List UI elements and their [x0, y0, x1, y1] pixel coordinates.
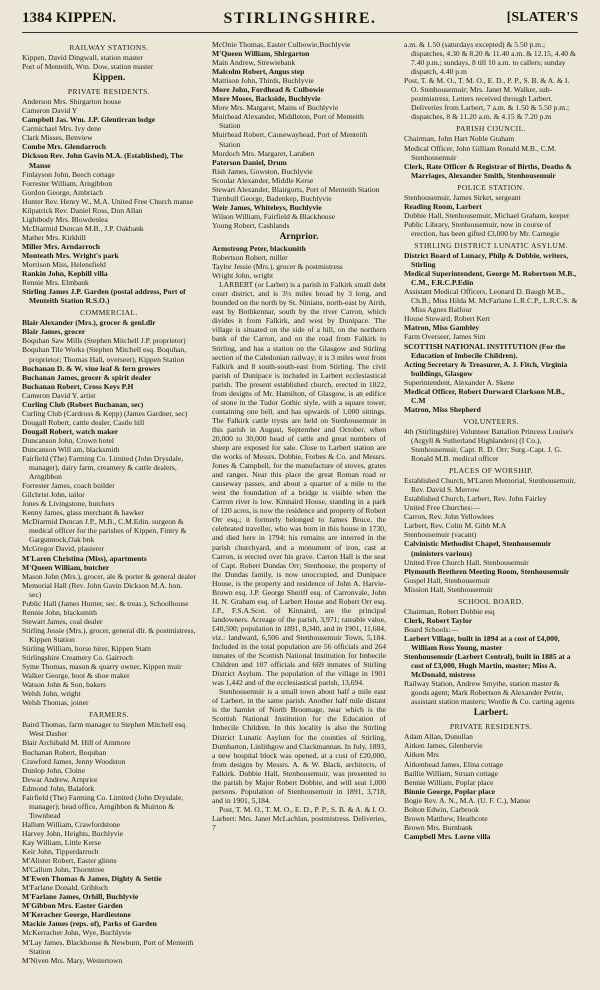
directory-entry: Campbell Mrs. Lorne villa — [404, 831, 491, 841]
directory-entry: Railway Station, Andrew Smythe, station master & goods agent; Mark Robertson & Alexander Petrie, assistant station masters; Wordie & Co. carting agents — [404, 679, 575, 707]
section-heading: SCHOOL BOARD. — [458, 596, 524, 606]
directory-entry: More Mrs. Margaret, Mains of Buchlyvie — [212, 103, 339, 113]
directory-entry: M'Gibbon Mrs. Easter Garden — [22, 901, 123, 911]
directory-entry: Matron, Miss Shepherd — [404, 404, 481, 414]
directory-entry: Plymouth Brethren Meeting Room, Stenhousemuir — [404, 566, 570, 576]
directory-entry: Buchanan D. & W. vine leaf & fern growrs — [22, 363, 161, 373]
place-heading: Kippen. — [92, 73, 126, 84]
description-paragraph: Post, T. M. O., T. M. O., E. D., P. P., S. B. & A. & I. O. Larbert: Mrs. Janet McLachlan, postmistress. Deliveries, 7 — [212, 804, 386, 832]
directory-entry: Carmichael Mrs. Ivy dene — [22, 124, 102, 134]
directory-entry: Mission Hall, Stenhousemuir — [404, 584, 493, 594]
directory-entry: Curling Club (Cardross & Kepp) (James Gardner, sec) — [22, 408, 188, 418]
description-paragraph: Stenhousemuir is a small town about half a mile east of Larbert, in the same parish. Another half mile distant is the hamlet of North Broomage, near which is the Scottish National Institution for the Education of Imbecile Children. In this locality is also the Stirling District Lunatic Asylum for the counties of Stirling, Dumbarton, Linlithgow and Clackmannan. In July, 1893, a new hospital block was opened, at a cost of £20,000, from designs by Messrs. A. & W. Black, architects, of Falkirk. Dobbie Hall, Stenhousemuir, was presented to the parish by Major Robert Dobbie, and will seat 1,000 persons. Population of Stenhousemuir in 1891, 3,718, and in 1901, 5,184. — [212, 687, 386, 805]
directory-entry: Buchanan Robert, Cross Keys P.H — [22, 381, 134, 391]
directory-entry: Public Hall (James Hunter, sec. & treas.), Schoolhouse — [22, 598, 189, 608]
directory-entry: Post, T. & M. O., T. M. O., E. D., P. P., S. B. & A. & I. O. Stenhousemuir; Mrs. Janet M. Walker, sub-postmistress. Letters received through Larbert. Deliveries from Larbert, 7 a.m. & 1.50 & 5.50 p.m.; dispatches, 8 & 11.20 a.m. & 4.15 & 7.20 p.m — [404, 76, 570, 122]
directory-entry: Binnie George, Poplar place — [404, 786, 495, 796]
directory-entry: M'Keracher George, Hardiestone — [22, 910, 131, 920]
directory-entry: Murdoch Mrs. Margaret, Laraben — [212, 148, 315, 158]
directory-entry: Stenhousemuir (vacant) — [404, 530, 477, 540]
directory-entry: Keir John, Tipperdarroch — [22, 847, 99, 857]
directory-entry: Lightbody Mrs. Blowdenlea — [22, 214, 108, 224]
directory-entry: Welsh John, wright — [22, 689, 81, 699]
directory-entry: Hallum William, Crawfordstone — [22, 819, 121, 829]
directory-entry: M'Callum John, Thornttree — [22, 865, 105, 875]
directory-entry: M'Queen William, butcher — [22, 562, 110, 572]
column-1 — [22, 40, 196, 985]
publisher-mark: [SLATER'S — [506, 10, 578, 25]
directory-entry: Clark Misses, Benview — [22, 133, 93, 143]
directory-entry: Blair Alexander (Mrs.), grocer & genl.dlr — [22, 318, 156, 328]
directory-entry: Mason John (Mrs.), grocer, ale & porter & general dealer — [22, 571, 196, 581]
directory-entry: Harvey John, Heights, Buchlyvie — [22, 828, 124, 838]
column-2 — [212, 40, 386, 985]
directory-entry: Memorial Hall (Rev. John Gavin Dickson M.A. hon. sec) — [22, 580, 183, 599]
directory-entry: Stewart Alexander, Blairgorts, Port of Menteith Station — [212, 184, 380, 194]
directory-entry: Dunlop John, Cloine — [22, 765, 86, 775]
section-heading: VOLUNTEERS. — [462, 416, 520, 426]
directory-entry: Fairfield (The) Farming Co. Limited (John Drysdale, manager), dairy farm, creamery & cattle dealers, Arngibbon — [22, 454, 184, 482]
directory-entry: Stewart James, coal dealer — [22, 616, 103, 626]
directory-entry: Adam Allan, Dunullan — [404, 732, 473, 742]
county-title: STIRLINGSHIRE. — [223, 10, 377, 27]
directory-entry: Boquhan Saw Mills (Stephen Mitchell J.P. proprietor) — [22, 336, 186, 346]
directory-entry: Stirling William, horse hirer, Kippen Statn — [22, 644, 151, 653]
directory-entry: Scoular Alexander, Middle Kerse — [212, 175, 314, 185]
directory-entry: Medical Officer, Robert Durward Clarkson M.B., C.M — [404, 386, 565, 405]
directory-entry: Calvinistic Methodist Chapel, Stenhousemuir (ministers various) — [404, 539, 552, 558]
directory-entry: More Moses, Backside, Buchlyvie — [212, 94, 321, 104]
directory-entry: Stirlingshire Creamery Co. Gairroch — [22, 653, 133, 663]
directory-entry: Rish James, Gowston, Buchlyvie — [212, 166, 313, 176]
directory-entry: Assistant Medical Officers, Leonard D. Baugh M.B., Ch.B.; Miss Hilda M. McFarlane L.R.C.P., L.R.C.S. & Miss Agnes Balfour — [404, 287, 578, 315]
directory-entry: Hunter Rev. Henry W., M.A. United Free Church manse — [22, 196, 193, 206]
section-heading: PLACES OF WORSHIP. — [448, 466, 534, 476]
directory-entry: Blair Archibald M. Hill of Arnmore — [22, 738, 131, 748]
directory-entry: Carron, Rev. John Yellowlees — [404, 512, 494, 522]
directory-entry: Medical Officer, John Gilliam Ronald M.B., C.M. Stenhousemuir — [404, 143, 557, 162]
directory-entry: Dickson Rev. John Gavin M.A. (Established), The Manse — [22, 151, 184, 170]
directory-entry: Public Library, Stenhousemuir, now in course of erection, has been gifted £3,000 by Mr. Carnegie — [404, 219, 560, 238]
directory-entry: Established Church, Larbert, Rev. John Fairley — [404, 494, 547, 504]
directory-entry: Stirling Jessie (Mrs.), grocer, general dlr. & postmistress, Kippen Station — [22, 625, 196, 644]
directory-entry: Dewar Andrew, Arnprior — [22, 774, 98, 784]
directory-entry: Wilson William, Fairfield & Blackhouse — [212, 211, 336, 221]
directory-entry: McOnie Thomas, Easter Culbowie,Buchlyvie — [212, 40, 351, 49]
directory-entry: Blair James, grocer — [22, 327, 86, 337]
directory-entry: M'Ewen Thomas & James, Dighty & Settie — [22, 874, 162, 884]
column-3 — [404, 40, 578, 985]
directory-entry: Clerk, Rate Officer & Registrar of Births, Deaths & Marriages, Alexander Smith, Stenhousemuir — [404, 161, 573, 180]
directory-entry: House Steward, Robert Kerr — [404, 314, 491, 324]
directory-entry: McGregor David, plasterer — [22, 544, 105, 554]
directory-entry: Medical Superintendent, George M. Robertson M.B., C.M., F.R.C.P.Edin — [404, 269, 577, 288]
directory-entry: Board Schools:— — [404, 624, 459, 634]
directory-entry: Aitken James, Glenbervie — [404, 741, 483, 751]
directory-entry: Robertson Robert, miller — [212, 253, 288, 263]
directory-entry: Weir James, Whiteleys, Buchlyvie — [212, 202, 322, 212]
directory-entry: Mather Mrs. Kirkhill — [22, 232, 86, 242]
directory-entry: M'Queen William, Shirgarton — [212, 49, 310, 59]
directory-entry: Anderson Mrs. Shirgarton house — [22, 97, 121, 107]
directory-entry: Cameron David Y — [22, 106, 78, 116]
directory-entry: Kay William, Little Kerse — [22, 837, 101, 847]
directory-entry: Duncanson Will am, blacksmith — [22, 444, 120, 454]
directory-entry: Matron, Miss Gambley — [404, 323, 480, 333]
section-heading: COMMERCIAL. — [80, 308, 138, 318]
section-heading: STIRLING DISTRICT LUNATIC ASYLUM. — [414, 240, 568, 250]
directory-entry: Malcolm Robert, Angus step — [212, 67, 305, 77]
directory-entry: Port of Menteith, Wm. Dow, station master — [22, 62, 154, 72]
directory-entry: Dobbie Hall, Stenhousemuir, Michael Graham, keeper — [404, 210, 570, 220]
directory-entry: District Board of Lunacy, Philp & Dobbie, writers, Stirling — [404, 251, 569, 270]
directory-entry: Bogie Rev. A. N., M.A. (U. F. C.), Manse — [404, 795, 531, 805]
directory-entry: Stenhousemuir, James Sirket, sergeant — [404, 192, 521, 202]
directory-entry: Muirhead Robert, Causewayhead, Port of Menteith Station — [212, 130, 368, 149]
directory-entry: Rankin John, Kephill villa — [22, 269, 108, 279]
directory-entry: Miller Mrs. Arndarroch — [22, 241, 100, 251]
directory-entry: Dougall Robert, cattle dealer, Castle hill — [22, 417, 145, 427]
section-heading: PARISH COUNCIL. — [456, 124, 526, 134]
directory-entry: Wright John, wright — [212, 271, 274, 281]
directory-entry: Campbell Jas. Wm. J.P. Glentirran lodge — [22, 115, 156, 125]
directory-entry: Larbert Village, built in 1894 at a cost of £4,000, William Ross Young, master — [404, 633, 560, 652]
section-heading: POLICE STATION. — [457, 182, 525, 192]
directory-entry: Buchanan Robert, Boquhan — [22, 747, 107, 757]
directory-entry: Kenny James, glass merchant & hawker — [22, 508, 144, 518]
section-heading: PRIVATE RESIDENTS. — [67, 87, 151, 97]
directory-entry: Taylor Jessie (Mrs.), grocer & postmistress — [212, 262, 343, 272]
header-rule — [22, 32, 578, 33]
directory-entry: Buchanan James, grocer & spirit dealer — [22, 372, 152, 382]
directory-entry: M'Laren Christina (Miss), apartments — [22, 553, 147, 563]
directory-entry: M'Niven Mrs. Mary, Westertown — [22, 955, 123, 965]
directory-entry: Forrester William, Arngibbon — [22, 178, 113, 188]
directory-entry: Paterson Daniel, Drum — [212, 157, 287, 167]
directory-entry: McDiarmid Duncan J.P., M.B., C.M.Edin. surgeon & medical officer for the parishes of Kippen, Fintry & Gargunnock,Oak bnk — [22, 517, 187, 545]
directory-entry: Bolton Edwin, Carbrook — [404, 804, 479, 814]
directory-entry: Fairfield (The) Farming Co. Limited (John Drysdale, manager); head office, Arngibbon & Muirton & Townhead — [22, 792, 184, 820]
directory-entry: United Free Churches:— — [404, 503, 481, 513]
place-heading: Larbert. — [473, 708, 509, 719]
directory-entry: Jones & Livingstone, butchers — [22, 499, 115, 509]
directory-entry: Monteath Mrs. Wright's park — [22, 250, 119, 260]
directory-entry: Cameron David Y. artist — [22, 390, 96, 400]
directory-entry: United Free Church Hall, Stenhousemuir — [404, 557, 529, 567]
directory-entry: Chairman, Robert Dobbie esq — [404, 606, 495, 616]
directory-entry: Gilchrist John, tailor — [22, 490, 85, 500]
directory-entry: Crawford James, Jenny Woodston — [22, 756, 126, 766]
directory-entry: Walker George, boot & shoe maker — [22, 671, 130, 681]
directory-entry: Brown Mrs. Burnbank — [404, 822, 473, 832]
directory-entry: Kilpatrick Rev. Daniel Ross, Dun Allan — [22, 205, 143, 215]
description-paragraph: LARBERT (or Larbet) is a parish in Falkirk small debt court district, and is 3½ miles broad by 3 long, and bounded on the north by St. Ninians, north-east by Airth, east by Bothkennar, south by the river Carron, which divides it from Falkirk, and west by Dunipace. The village is situated on the side of a hill, on the northern bank of the Carron, and on the road from Falkirk to Stirling, and has a station on the Glasgow and Stirling section of the Caledonian railway; it is 3 miles west from Falkirk and 8 south-south-east from Stirling. The civil parish of Dunipace is included in Larbert ecclesiastical parish. The present established church, erected in 1822, from designs of Mr. Hamilton, of Glasgow, is an edifice of stone in the Tudor Gothic style, with a square tower, containing one bell, and has upwards of 1,000 sittings. The Falkirk cattle trysts are held on Stenhousemuir in this parish in August, September and October, when 20,000 to 30,000 head of cattle and great numbers of sheep are exposed for sale. Close to Larbert station are the works of Messrs. Dobbie, Forbes & Co. and Messrs. Jones & Campbell, for the manufacture of stoves, grates and ranges. Near this place the great Roman road or causeway passes, and about a quarter of a mile to the west the foundation of a bridge is visible when the Carron river is low. Kinnaird House, standing in a park of 120 acres, is now the residence and property of Robert Orr esq.; it formerly belonged to James Bruce, the celebrated traveller, who was born in this house in 1730, and died here in 1794; his remains are interred in the parish churchyard, and a monument of iron, cast at Carron, is erected over his grave. Carron Hall is the seat of Capt. Robert Dundas Orr; Stenhouse, the property of the Dundas family, is now unoccupied, and Dunipace House, is the property and residence of John A. Harvie-Brown esq. J.P. George Sheriff esq. of Carronvale, John H. N. Graham esq. of Larbert House and Robert Orr esq. J.P., F.S.A.Scot. of Kinnaird, are the principal landowners. Acreage of the parish, 3,971; rateable value, £40,500; population in 1891, 8,340, and in 1901, 11,684, viz.: landward, 6,506 and Stenhousemuir Town, 5,184. Included in the total population are 56 officials and 264 inmates of the Scottish National Institution for Imbecile Children and 107 officials and 669 inmates of Stirling District Asylum. The population of the village in 1901 was 1,442 and of the ecclesiastical parish, 13,694. — [212, 280, 386, 688]
directory-entry: M'Alister Robert, Easter glinns — [22, 856, 117, 866]
directory-entry: Young Robert, Cashlands — [212, 220, 290, 230]
directory-entry: M'Lay James, Blackhouse & Newburn, Port of Menteith Station — [22, 937, 194, 956]
directory-entry: Watson John & Son, bakers — [22, 680, 106, 690]
directory-entry: Clerk, Robert Taylor — [404, 615, 473, 625]
directory-entry: Armstrong Peter, blacksmith — [212, 243, 306, 253]
directory-entry: Combe Mrs. Glendarroch — [22, 142, 107, 152]
directory-entry: Stirling James J.P. Garden (postal address, Port of Menteith Station R.S.O.) — [22, 287, 186, 306]
directory-entry: More John, Fordhead & Culbowie — [212, 85, 324, 95]
directory-entry: Edmond John, Balafork — [22, 783, 95, 793]
directory-entry: Reading Room, Larbert — [404, 201, 482, 211]
directory-entry: Syme Thomas, mason & quarry owner, Kippen muir — [22, 662, 182, 672]
directory-entry: Kippen, David Dingwall, station master — [22, 53, 144, 63]
directory-entry: a.m. & 1.50 (saturdays excepted) & 5.50 p.m.; dispatches, 4.30 & 8.20 & 11.40 a.m. & 12.15, 4.40 & 7.40 p.m.; sundays, 8 till 10 a.m. to callers; sunday dispatch, 4.40 p.m — [404, 40, 576, 77]
directory-entry: Aitken Mrs — [404, 750, 439, 760]
directory-entry: Bennie William, Poplar place — [404, 777, 494, 787]
directory-entry: Main Andrew, Strewiebank — [212, 58, 296, 68]
directory-entry: Curling Club (Robert Buchanan, sec) — [22, 399, 144, 409]
directory-entry: Aitkenhead James, Elina cottage — [404, 759, 504, 769]
directory-entry: M'Farlane James, Orhill, Buchlyvie — [22, 892, 139, 902]
directory-entry: Chairman, John Hart Noble Graham — [404, 134, 515, 144]
directory-entry: Dougall Robert, watch maker — [22, 426, 119, 436]
place-heading: Arnprior. — [279, 231, 319, 242]
directory-entry: Turnbull George, Badenkep, Buchlyvie — [212, 193, 332, 203]
directory-entry: Gordon George, Ambriach — [22, 187, 104, 197]
directory-entry: Established Church, M'Laren Memorial, Stenhousemuir, Rev. David S. Merrow — [404, 476, 576, 495]
directory-entry: Forrester James, coach builder — [22, 481, 115, 491]
section-heading: PRIVATE RESIDENTS. — [449, 722, 533, 732]
directory-entry: Brown Matthew, Heathcote — [404, 813, 488, 823]
directory-entry: Mattison John, Thirds, Buchlyvie — [212, 76, 314, 86]
directory-entry: McKerracher John, Wye, Buchlyvie — [22, 928, 132, 938]
directory-entry: Boquhan Tile Works (Stephen Mitchell esq. Boquhan, proprietor; Thomas Hall, overseer), Kippen Station — [22, 345, 187, 364]
directory-entry: Mackie James (reps. of), Parks of Garden — [22, 919, 157, 929]
directory-entry: Rennie John, blacksmith — [22, 607, 97, 617]
page-number: 1384 KIPPEN. — [22, 10, 117, 26]
directory-entry: Larbert, Rev. Colin M. Gibb M.A — [404, 521, 507, 531]
section-heading: RAILWAY STATIONS. — [69, 43, 149, 52]
directory-entry: Muirhead Alexander, Middleton, Port of Menteith Station — [212, 112, 364, 131]
page-header — [22, 10, 578, 32]
directory-entry: Welsh Thomas, joiner — [22, 698, 89, 708]
directory-entry: 4th (Stirlingshire) Volunteer Battalion Princess Louise's (Argyll & Sutherland Highlanders) (I Co.), Stenhousemuir, Capt. R. D. Orr; Surg.-Capt. J. G. Ronald M.B. medical officer — [404, 426, 574, 464]
directory-entry: Superintendent, Alexander A. Skene — [404, 377, 515, 387]
directory-entry: Baillie William, Struan cottage — [404, 768, 499, 778]
directory-entry: Duncanson John, Crown hotel — [22, 435, 114, 445]
section-heading: FARMERS. — [89, 710, 129, 720]
directory-entry: Baird Thomas, farm manager to Stephen Mitchell esq. West Dasher — [22, 720, 187, 739]
directory-entry: Farm Overseer, James Sim — [404, 332, 486, 342]
directory-entry: Stenhousemuir (Larbert Central), built in 1885 at a cost of £3,000, Hugh Martin, master; Miss A. McDonald, mistress — [404, 652, 571, 680]
directory-entry: McDiarmid Duncan M.B., J.P. Oakbank — [22, 223, 144, 233]
directory-entry: Acting Secretary & Treasurer, A. J. Fitch, Virginia buildings, Glasgow — [404, 359, 568, 378]
directory-entry: SCOTTISH NATIONAL INSTITUTION (For the Education of Imbecile Children). — [404, 341, 566, 360]
directory-entry: M'Farlane Donald, Gribloch — [22, 883, 108, 893]
directory-entry: Finlayson John, Beech cottage — [22, 169, 115, 179]
directory-entry: Morrison Miss, Helensfield — [22, 260, 106, 270]
directory-entry: Gospel Hall, Stenhousemuir — [404, 575, 490, 585]
directory-entry: Rennie Mrs. Elmbank — [22, 278, 89, 288]
